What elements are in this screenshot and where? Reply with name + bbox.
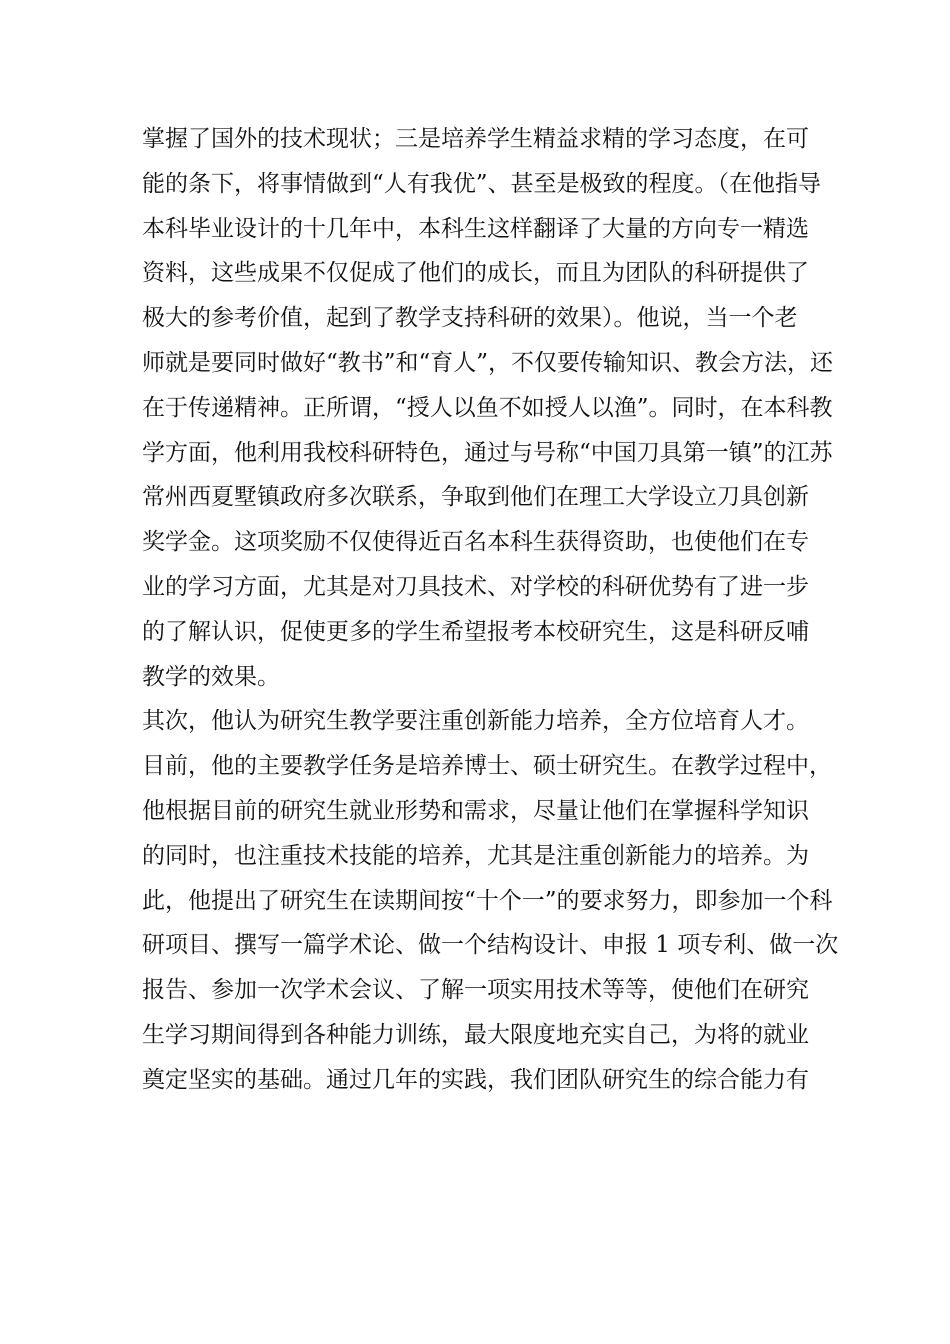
text-line: 本科毕业设计的十几年中，本科生这样翻译了大量的方向专一精选 <box>142 215 809 242</box>
text-line: 奠定坚实的基础。通过几年的实践，我们团队研究生的综合能力有 <box>142 1066 809 1093</box>
text-line: 业的学习方面，尤其是对刀具技术、对学校的科研优势有了进一步 <box>142 573 809 600</box>
text-line: 师就是要同时做好“教书”和“育人”，不仅要传输知识、教会方法，还 <box>142 349 834 376</box>
text-line: 的了解认识，促使更多的学生希望报考本校研究生，这是科研反哺 <box>142 618 809 645</box>
text-line: 研项目、撰写一篇学术论、做一个结构设计、申报 1 项专利、做一次 <box>142 932 839 959</box>
text-line: 学方面，他利用我校科研特色，通过与号称“中国刀具第一镇”的江苏 <box>142 439 833 466</box>
text-line: 报告、参加一次学术会议、了解一项实用技术等等，使他们在研究 <box>142 977 809 1004</box>
text-line: 的同时，也注重技术技能的培养，尤其是注重创新能力的培养。为 <box>142 842 809 869</box>
text-line: 生学习期间得到各种能力训练，最大限度地充实自己，为将的就业 <box>142 1021 809 1048</box>
text-line: 教学的效果。 <box>142 663 280 690</box>
text-line: 其次，他认为研究生教学要注重创新能力培养，全方位培育人才。 <box>142 708 809 735</box>
text-line: 资料，这些成果不仅促成了他们的成长，而且为团队的科研提供了 <box>142 260 809 287</box>
text-line: 能的条下，将事情做到“人有我优”、甚至是极致的程度。（在他指导 <box>142 170 822 197</box>
text-line: 在于传递精神。正所谓，“授人以鱼不如授人以渔”。同时，在本科教 <box>142 394 833 421</box>
text-line: 奖学金。这项奖励不仅使得近百名本科生获得资助，也使他们在专 <box>142 529 809 556</box>
text-line: 他根据目前的研究生就业形势和需求，尽量让他们在掌握科学知识 <box>142 797 809 824</box>
text-line: 常州西夏墅镇政府多次联系，争取到他们在理工大学设立刀具创新 <box>142 484 809 511</box>
text-line: 目前，他的主要教学任务是培养博士、硕士研究生。在教学过程中， <box>142 753 832 780</box>
text-line: 极大的参考价值，起到了教学支持科研的效果）。他说，当一个老 <box>142 305 798 332</box>
text-line: 此，他提出了研究生在读期间按“十个一”的要求努力，即参加一个科 <box>142 887 833 914</box>
text-line: 掌握了国外的技术现状；三是培养学生精益求精的学习态度，在可 <box>142 126 809 152</box>
body-text <box>142 117 842 1103</box>
